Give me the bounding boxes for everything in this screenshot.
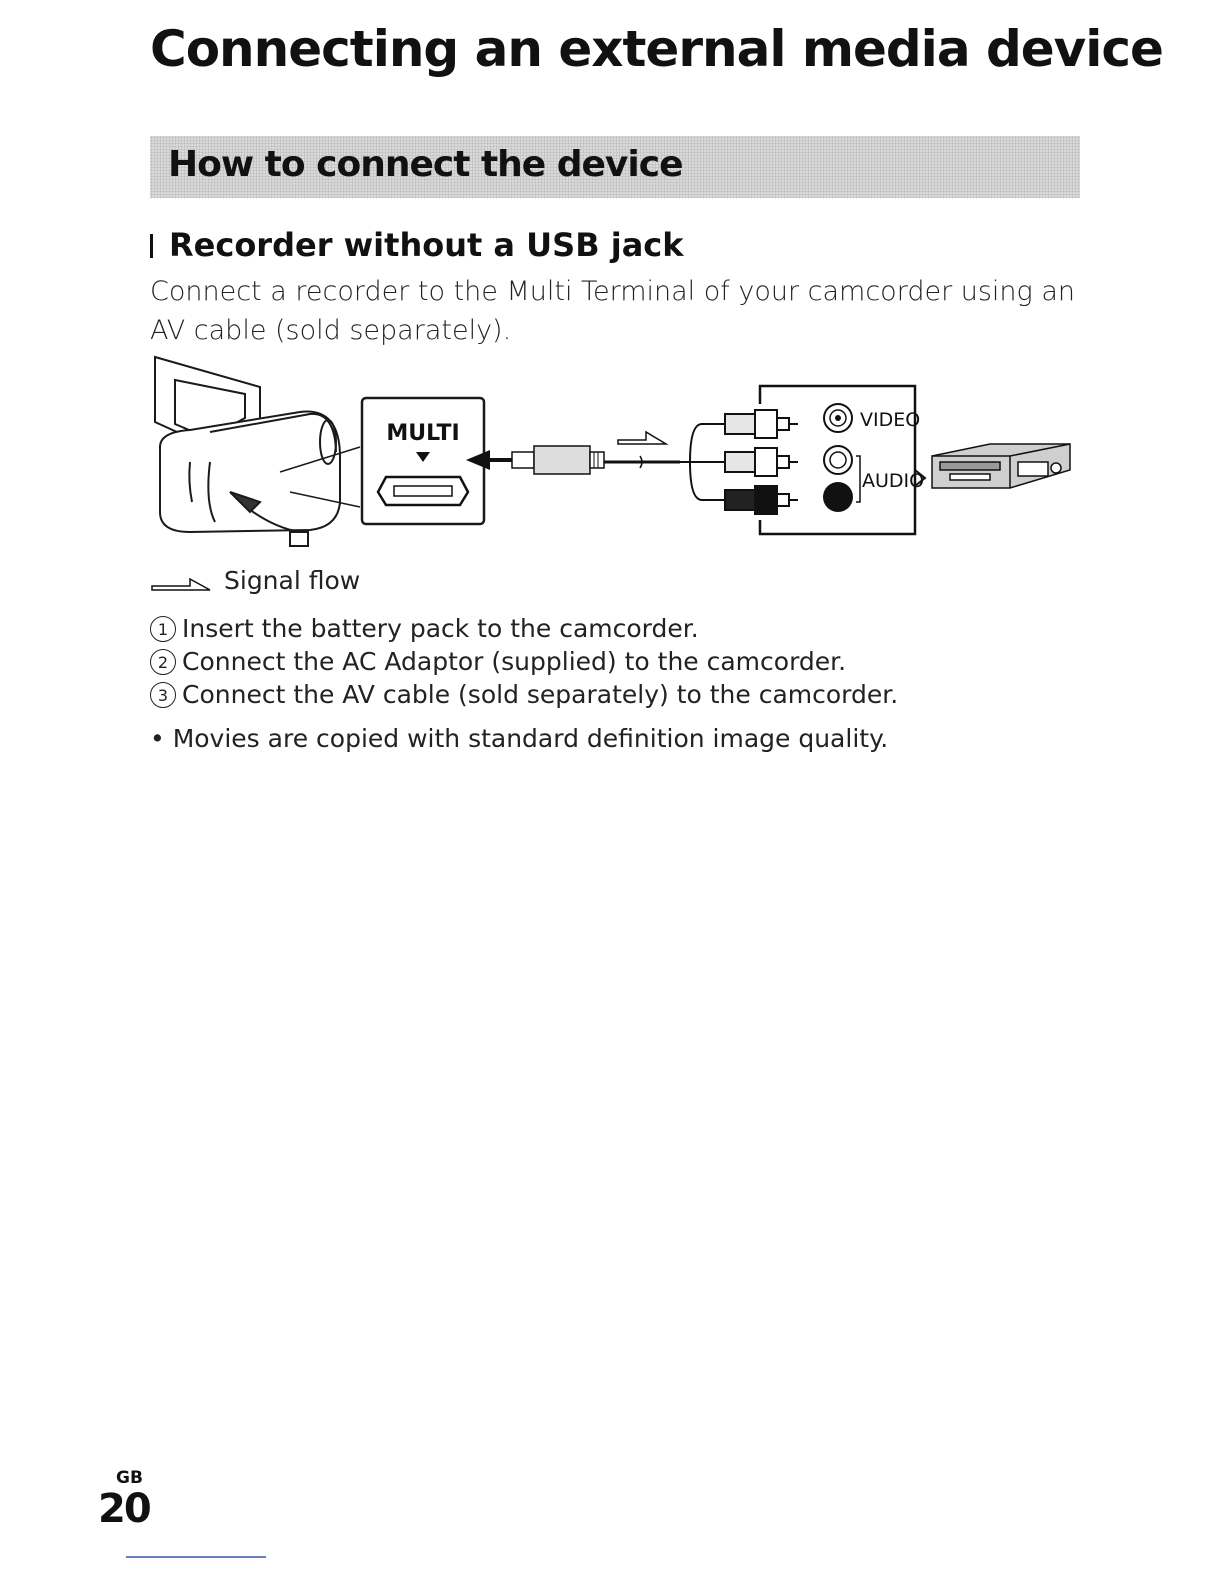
subheading bbox=[150, 226, 684, 264]
page-title: Connecting an external media device bbox=[150, 20, 1163, 78]
steps-list bbox=[150, 612, 898, 711]
connection-diagram bbox=[150, 352, 1080, 562]
multi-terminal-callout bbox=[362, 398, 484, 524]
step-number: 1 bbox=[150, 616, 176, 642]
multi-label: MULTI bbox=[386, 421, 460, 446]
rca-plugs bbox=[680, 410, 798, 514]
step-item bbox=[150, 678, 898, 711]
signal-flow-label: Signal flow bbox=[224, 566, 361, 595]
step-number: 3 bbox=[150, 682, 176, 708]
step-number: 2 bbox=[150, 649, 176, 675]
step-text: Insert the battery pack to the camcorder. bbox=[182, 614, 699, 643]
page-number: 20 bbox=[98, 1486, 150, 1532]
av-cable-plug bbox=[512, 446, 680, 474]
note-bullet: • Movies are copied with standard definition image quality. bbox=[150, 724, 889, 753]
step-item bbox=[150, 645, 898, 678]
step-text: Connect the AC Adaptor (supplied) to the camcorder. bbox=[182, 647, 847, 676]
signal-flow-arrow-icon bbox=[618, 432, 666, 444]
recorder-device-illustration bbox=[932, 444, 1070, 488]
step-text: Connect the AV cable (sold separately) to the camcorder. bbox=[182, 680, 899, 709]
intro-paragraph: Connect a recorder to the Multi Terminal of your camcorder using an AV cable (sold separately). bbox=[150, 276, 1075, 346]
audio-label: AUDIO bbox=[862, 470, 925, 492]
footer-rule bbox=[126, 1556, 266, 1558]
subheading-text: Recorder without a USB jack bbox=[169, 226, 684, 264]
signal-flow-legend-icon bbox=[150, 571, 212, 593]
section-banner bbox=[150, 136, 1080, 198]
subheading-marker bbox=[150, 234, 153, 258]
camcorder-illustration bbox=[155, 357, 360, 547]
audio-right-jack-icon bbox=[823, 482, 853, 512]
step-item bbox=[150, 612, 898, 645]
page-region-code: GB bbox=[116, 1468, 143, 1488]
signal-flow-legend bbox=[150, 566, 360, 595]
video-label: VIDEO bbox=[860, 409, 921, 431]
section-heading: How to connect the device bbox=[168, 144, 683, 185]
